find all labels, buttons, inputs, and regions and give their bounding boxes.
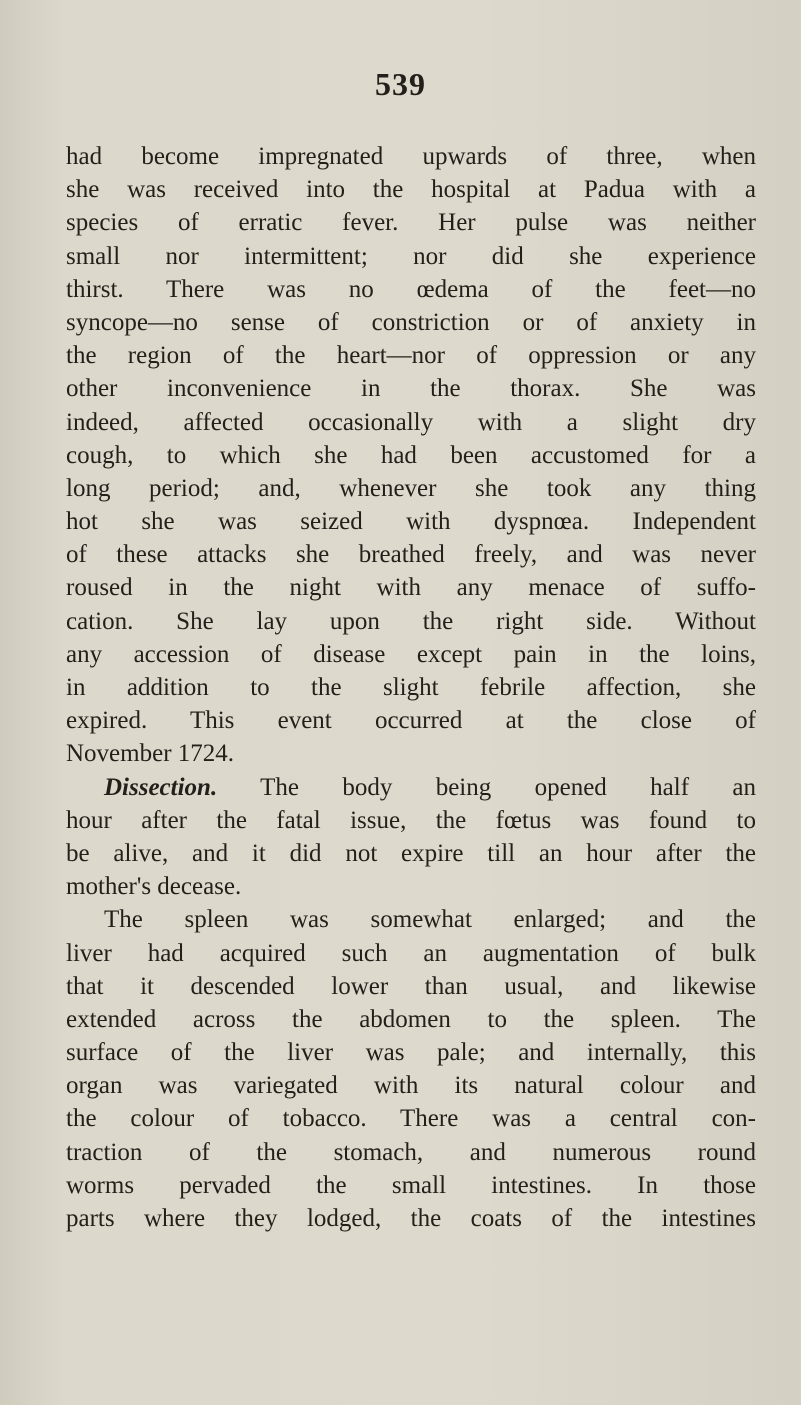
text-line: November 1724. xyxy=(66,740,235,768)
text-line: cough, to which she had been accustomed for a xyxy=(66,441,756,469)
text-line: in addition to the slight febrile affection, she xyxy=(66,674,756,701)
text-line: parts where they lodged, the coats of the intestines xyxy=(66,1205,756,1232)
text-line: thirst. There was no œdema of the feet—no xyxy=(66,275,756,303)
text-line: she was received into the hospital at Padua with a xyxy=(66,176,756,204)
text-line: species of erratic fever. Her pulse was neither xyxy=(66,209,756,237)
text-line: had become impregnated upwards of three, when xyxy=(66,143,756,170)
text-line: worms pervaded the small intestines. In those xyxy=(66,1171,756,1199)
text-line: roused in the night with any menace of suffo- xyxy=(66,574,756,602)
text-line: traction of the stomach, and numerous round xyxy=(66,1138,756,1166)
text-line: be alive, and it did not expire till an hour after the xyxy=(66,839,756,867)
body-text xyxy=(66,140,756,1235)
text-line: that it descended lower than usual, and likewise xyxy=(66,972,756,1000)
text-line: of these attacks she breathed freely, and was never xyxy=(66,541,756,569)
page-number: 539 xyxy=(375,66,426,102)
text-line: surface of the liver was pale; and internally, this xyxy=(66,1039,756,1067)
text-line: long period; and, whenever she took any thing xyxy=(66,474,756,502)
text-line: the region of the heart—nor of oppression or any xyxy=(66,342,756,370)
text-line: hot she was seized with dyspnœa. Independent xyxy=(66,508,756,536)
text-line: extended across the abdomen to the spleen. The xyxy=(66,1005,756,1033)
text-line: expired. This event occurred at the close of xyxy=(66,707,756,735)
text-line: mother's decease. xyxy=(66,873,242,901)
text-line: syncope—no sense of constriction or of anxiety in xyxy=(66,308,756,336)
dissection-heading: Dissection. xyxy=(104,773,218,801)
text-line: the colour of tobacco. There was a central con- xyxy=(66,1105,756,1133)
text-line: other inconvenience in the thorax. She was xyxy=(66,375,756,403)
text-line: liver had acquired such an augmentation of bulk xyxy=(66,939,756,967)
text-line: hour after the fatal issue, the fœtus was found to xyxy=(66,806,756,834)
text-line: The spleen was somewhat enlarged; and the xyxy=(104,906,756,934)
text-line: organ was variegated with its natural colour and xyxy=(66,1072,756,1100)
dissection-first-line-text: The body being opened half an xyxy=(260,773,756,801)
text-line: small nor intermittent; nor did she experience xyxy=(66,242,756,270)
dissection-paragraph-first-line xyxy=(66,771,756,804)
text-line: indeed, affected occasionally with a slight dry xyxy=(66,408,756,436)
text-line: any accession of disease except pain in the loins, xyxy=(66,640,756,668)
text-line: cation. She lay upon the right side. Without xyxy=(66,607,756,635)
